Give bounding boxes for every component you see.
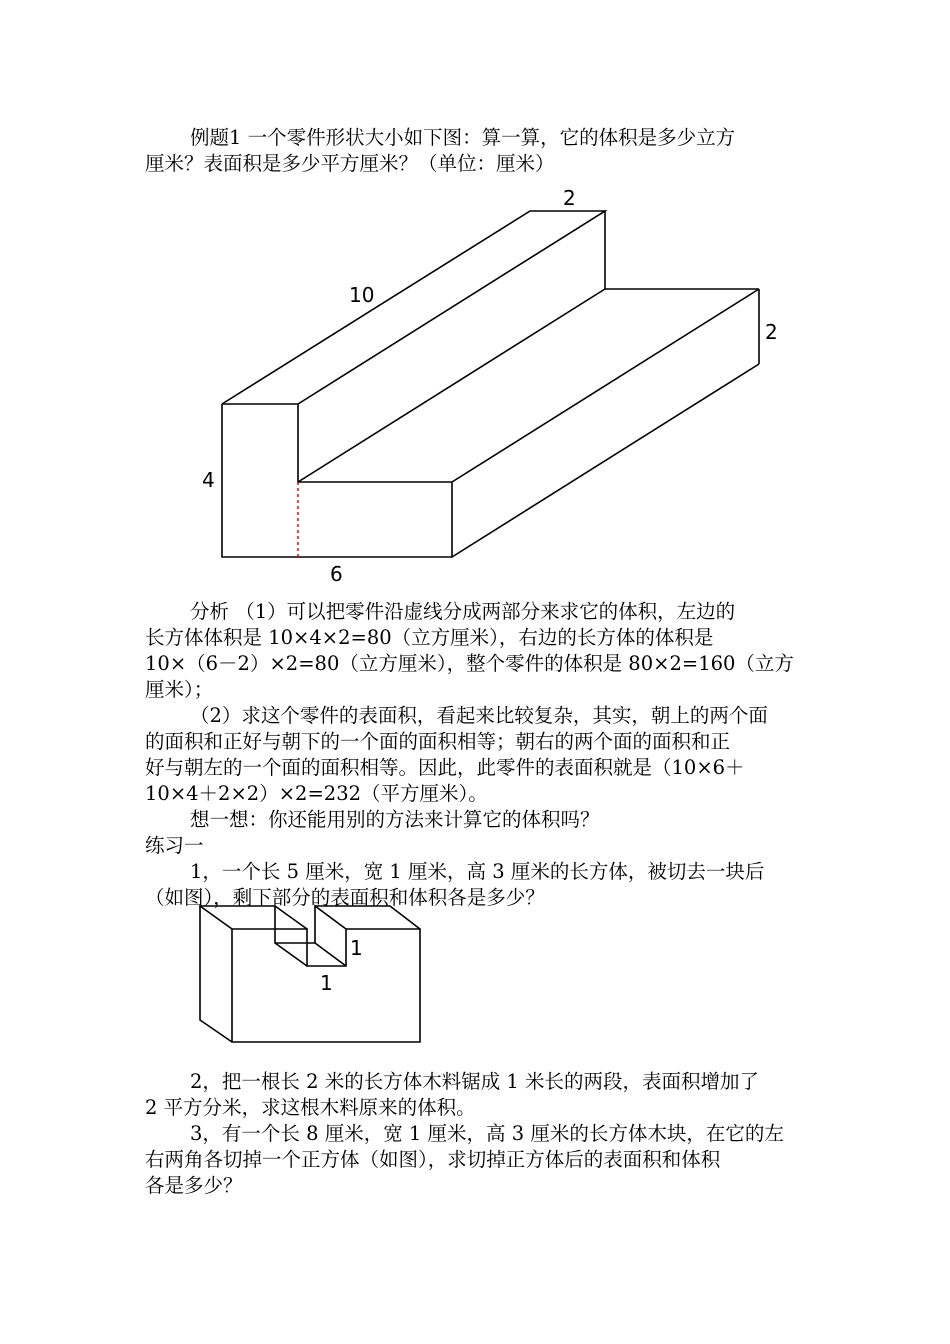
label-notch-height: 1 (350, 936, 363, 960)
notch-back-edge (315, 943, 346, 966)
analysis-think: 想一想：你还能用别的方法来计算它的体积吗？ (190, 808, 600, 831)
q3-line-3: 各是多少？ (145, 1174, 243, 1197)
example-line-1: 例题1 一个零件形状大小如下图：算一算，它的体积是多少立方 (190, 126, 736, 149)
label-bottom-width: 6 (330, 562, 343, 586)
analysis-line-4: 厘米）； (145, 678, 214, 701)
q2-line-2: 2 平方分米，求这根木料原来的体积。 (145, 1096, 476, 1119)
analysis-line-1: 分析 （1）可以把零件沿虚线分成两部分来求它的体积，左边的 (190, 600, 736, 623)
notch-inner (275, 906, 307, 966)
analysis-line-6: 的面积和正好与朝下的一个面的面积相等；朝右的两个面的面积和正 (145, 730, 731, 753)
q1-line-1: 1，一个长 5 厘米，宽 1 厘米，高 3 厘米的长方体，被切去一块后 (190, 860, 765, 883)
left-face (200, 906, 232, 1042)
label-top-width: 2 (563, 186, 576, 210)
analysis-line-3: 10×（6－2）×2=80（立方厘米），整个零件的体积是 80×2=160（立方 (145, 652, 794, 675)
label-length: 10 (349, 283, 375, 307)
label-right-height: 2 (765, 320, 778, 344)
practice-title: 练习一 (145, 834, 204, 857)
q1-line-2: （如图），剩下部分的表面积和体积各是多少？ (145, 886, 545, 909)
example-line-2: 厘米？表面积是多少平方厘米？（单位：厘米） (145, 152, 555, 175)
q2-line-1: 2，把一根长 2 米的长方体木料锯成 1 米长的两段，表面积增加了 (190, 1070, 760, 1093)
label-left-height: 4 (202, 468, 215, 492)
q3-line-1: 3，有一个长 8 厘米，宽 1 厘米，高 3 厘米的长方体木块，在它的左 (190, 1122, 784, 1145)
notch-right-wall (315, 906, 346, 943)
analysis-line-2: 长方体体积是 10×4×2=80（立方厘米），右边的长方体的体积是 (145, 626, 714, 649)
q3-line-2: 右两角各切掉一个正方体（如图），求切掉正方体后的表面积和体积 (145, 1148, 721, 1171)
analysis-line-8: 10×4＋2×2）×2=232（平方厘米）。 (145, 782, 488, 805)
label-notch-width: 1 (320, 971, 333, 995)
analysis-line-7: 好与朝左的一个面的面积相等。因此，此零件的表面积就是（10×6＋ (145, 756, 745, 779)
analysis-line-5: （2）求这个零件的表面积，看起来比较复杂，其实，朝上的两个面 (190, 704, 768, 727)
